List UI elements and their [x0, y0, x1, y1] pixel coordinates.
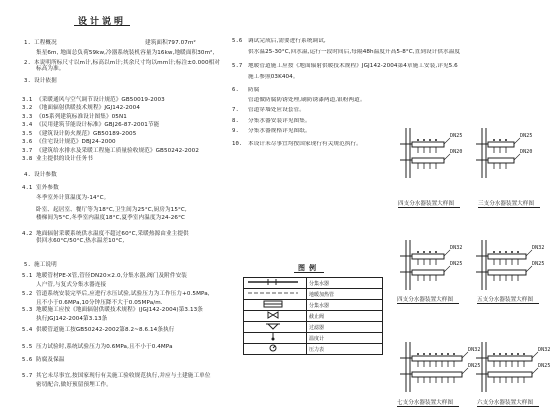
pipe-size-tag: DN32: [532, 245, 545, 251]
item-number: 5.3: [22, 307, 33, 313]
item-number: 3.8: [22, 156, 33, 162]
legend-label: 分集水器: [307, 300, 383, 311]
legend-label: 分集水器: [307, 278, 383, 289]
item-text: 冬季室外计算温度为-14°C。: [36, 195, 110, 201]
item-text: 《建筑给水排水及采暖工程施工质量验收规范》GB50242-2002: [36, 148, 199, 154]
pipe-size-tag: DN20: [450, 149, 463, 155]
page-title: 设计说明: [78, 17, 127, 27]
item-number: 10.: [232, 141, 243, 147]
item-number: 5.6: [232, 38, 243, 44]
item-text: 《地面辐射供暖技术规程》JGJ142-2004: [36, 105, 140, 111]
item-number: 2.: [24, 60, 31, 66]
detail-caption: 四支分水器装置大样图: [397, 297, 453, 303]
item-text: 施工说明: [34, 262, 57, 268]
item-text: 楼梯间为5°C,冬季室内温度18°C,夏季室内温度为24-26°C: [36, 215, 185, 221]
detail-caption: 五支分水器装置大样图: [477, 297, 533, 303]
manifold-detail: [400, 240, 450, 290]
item-number: 5.4: [22, 327, 33, 333]
item-text: 压力试验时,系统试验压力为0.6MPa,且不小于0.4MPa: [36, 344, 173, 350]
item-number: 5.2: [22, 291, 33, 297]
item-text: 供回水60°C/50°C,热水温差10°C,: [36, 238, 125, 244]
item-text: 管道穿墙处应设套管。: [248, 107, 305, 113]
item-number: 3.7: [22, 148, 33, 154]
item-text: 《住宅设计规范》DBJ24-2000: [36, 139, 116, 145]
item-number: 5.: [24, 262, 31, 268]
item-text: 室外参数: [36, 185, 59, 191]
item-number: 4.1: [22, 185, 33, 191]
item-text: 标高为准。: [36, 66, 65, 72]
item-text: 分集水器规格详见图纸。: [248, 128, 311, 134]
item-number: 3.1: [22, 97, 33, 103]
pipe-size-tag: DN32: [450, 245, 463, 251]
item-number: 5.7: [232, 63, 243, 69]
pipe-size-tag: DN25: [450, 261, 463, 267]
item-text: 密切配合,做好预留预埋工作。: [36, 382, 112, 388]
item-text: 防腐及保温: [36, 357, 65, 363]
item-number: 6.: [232, 87, 239, 93]
item-number: 5.5: [22, 344, 33, 350]
item-text: 地暖施工应按《地面辐射供暖技术规程》(JGJ142-2004)第3.13条: [36, 307, 203, 313]
item-number: 3.2: [22, 105, 33, 111]
pipe-size-tag: DN25: [520, 133, 533, 139]
item-number: 5.1: [22, 273, 33, 279]
caption-underline: [477, 303, 539, 304]
item-text: 业主提供的设计任务书: [36, 156, 93, 162]
item-number: 3.3: [22, 114, 33, 120]
pipe-size-tag: DN20: [520, 149, 533, 155]
legend-label: 压力表: [307, 344, 383, 355]
item-text: 《05系列建筑标准设计图集》05N1: [36, 114, 127, 120]
item-text: 集星6m, 地面总负荷59kw,冷器系统装机容量为16kw,地暖面积30m²,: [36, 50, 215, 56]
pipe-size-tag: DN25: [532, 261, 545, 267]
legend-label: 地暖加热管: [307, 289, 383, 300]
pipe-size-tag: DN25: [468, 363, 481, 369]
item-text: 本说明所标尺寸以m计,标高以m计;其余尺寸均以mm计;标注±0.000相对: [34, 60, 220, 66]
item-text: 设计参数: [34, 172, 57, 178]
pipe-size-tag: DN32: [468, 347, 481, 353]
legend-label: 截止阀: [307, 311, 383, 322]
item-number: 5.6: [22, 357, 33, 363]
item-text: 《民用建筑节能设计标准》GBJ26-87-2001节能: [36, 122, 160, 128]
item-text: 地暖管材PE-X管,管径DN20×2.0,分集水器,阀门及附件安装: [36, 273, 187, 279]
item-text: 防腐: [248, 87, 260, 93]
item-text: 分集水器安装详见图集。: [248, 118, 311, 124]
item-text: 管道做防腐防锈处理,刷防锈漆两道,银粉两道。: [248, 97, 366, 103]
item-text: 且不小于0.6MPa,10分钟压降不大于0.05MPa/m.: [36, 300, 163, 306]
caption-underline: [398, 207, 460, 208]
item-number: 8.: [232, 118, 239, 124]
legend-label: 温度计: [307, 333, 383, 344]
manifold-detail: [476, 342, 538, 392]
detail-caption: 三支分水器装置大样图: [478, 201, 534, 207]
item-text: 卧室、起居室、餐厅等为18°C,卫生间为25°C,厨房为15°C,: [36, 207, 187, 213]
item-number: 1.: [24, 40, 31, 46]
item-number: 4.2: [22, 231, 33, 237]
item-text: 管道系统安装完毕后,应进行水压试验,试验压力为工作压力+0.5MPa,: [36, 291, 210, 297]
item-number: 4.: [24, 172, 31, 178]
pipe-size-tag: DN25: [450, 133, 463, 139]
item-text: 供水温25-30°C,回水温,运行一段时间后,每隔48h温度升高5-8°C,直到设计供水温度: [248, 49, 461, 55]
caption-underline: [477, 406, 539, 407]
detail-caption: 四支分水器装置大样图: [398, 201, 454, 207]
caption-underline: [397, 406, 459, 407]
item-text: 《建筑设计防火规范》GB50189-2005: [36, 131, 137, 137]
item-text: 工程概况: [34, 40, 57, 46]
item-text: 地面辐射采暖系统供水温度不超过60°C,采暖热源由业主提供: [36, 231, 189, 237]
item-text: 调试完成后,需要进行系统调试,: [248, 38, 326, 44]
manifold-detail: [400, 128, 450, 178]
item-text: 设计依据: [34, 78, 57, 84]
item-text: 地暖管道施工应按《地面辐射供暖技术规程》JGJ142-2004第4章施工安装,详见5.6: [248, 63, 458, 69]
area-note: 建筑面积797.07m²: [145, 40, 196, 46]
legend-label: 过滤器: [307, 322, 383, 333]
item-number: 5.7: [22, 373, 33, 379]
item-text: 其它未尽事宜,按国家现行有关施工验收规范执行,并应与土建施工单位: [36, 373, 211, 379]
item-number: 9.: [232, 128, 239, 134]
item-text: 施工参照03K404。: [248, 74, 299, 80]
detail-caption: 七支分水器装置大样图: [397, 400, 453, 406]
item-text: 《采暖通风与空气调节设计规范》GB50019-2003: [36, 97, 165, 103]
manifold-detail: [400, 342, 468, 392]
legend-title: 图例: [298, 264, 320, 272]
detail-caption: 六支分水器装置大样图: [477, 400, 533, 406]
pipe-size-tag: DN25: [538, 363, 551, 369]
caption-underline: [397, 303, 459, 304]
item-number: 3.: [24, 78, 31, 84]
caption-underline: [478, 207, 540, 208]
item-number: 3.4: [22, 122, 33, 128]
item-text: 执行JGJ142-2004第3.13条: [36, 316, 108, 322]
item-number: 3.5: [22, 131, 33, 137]
item-text: 供暖管道施工按GB50242-2002第8.2~8.6.14条执行: [36, 327, 175, 333]
pipe-size-tag: DN32: [538, 347, 551, 353]
manifold-detail: [476, 240, 532, 290]
manifold-detail: [476, 128, 520, 178]
item-number: 7.: [232, 107, 239, 113]
item-text: 本设计未尽事宜均按国家现行有关规范执行。: [248, 141, 362, 147]
item-number: 3.6: [22, 139, 33, 145]
item-text: 人户管,与复式分集水器连接: [36, 282, 107, 288]
